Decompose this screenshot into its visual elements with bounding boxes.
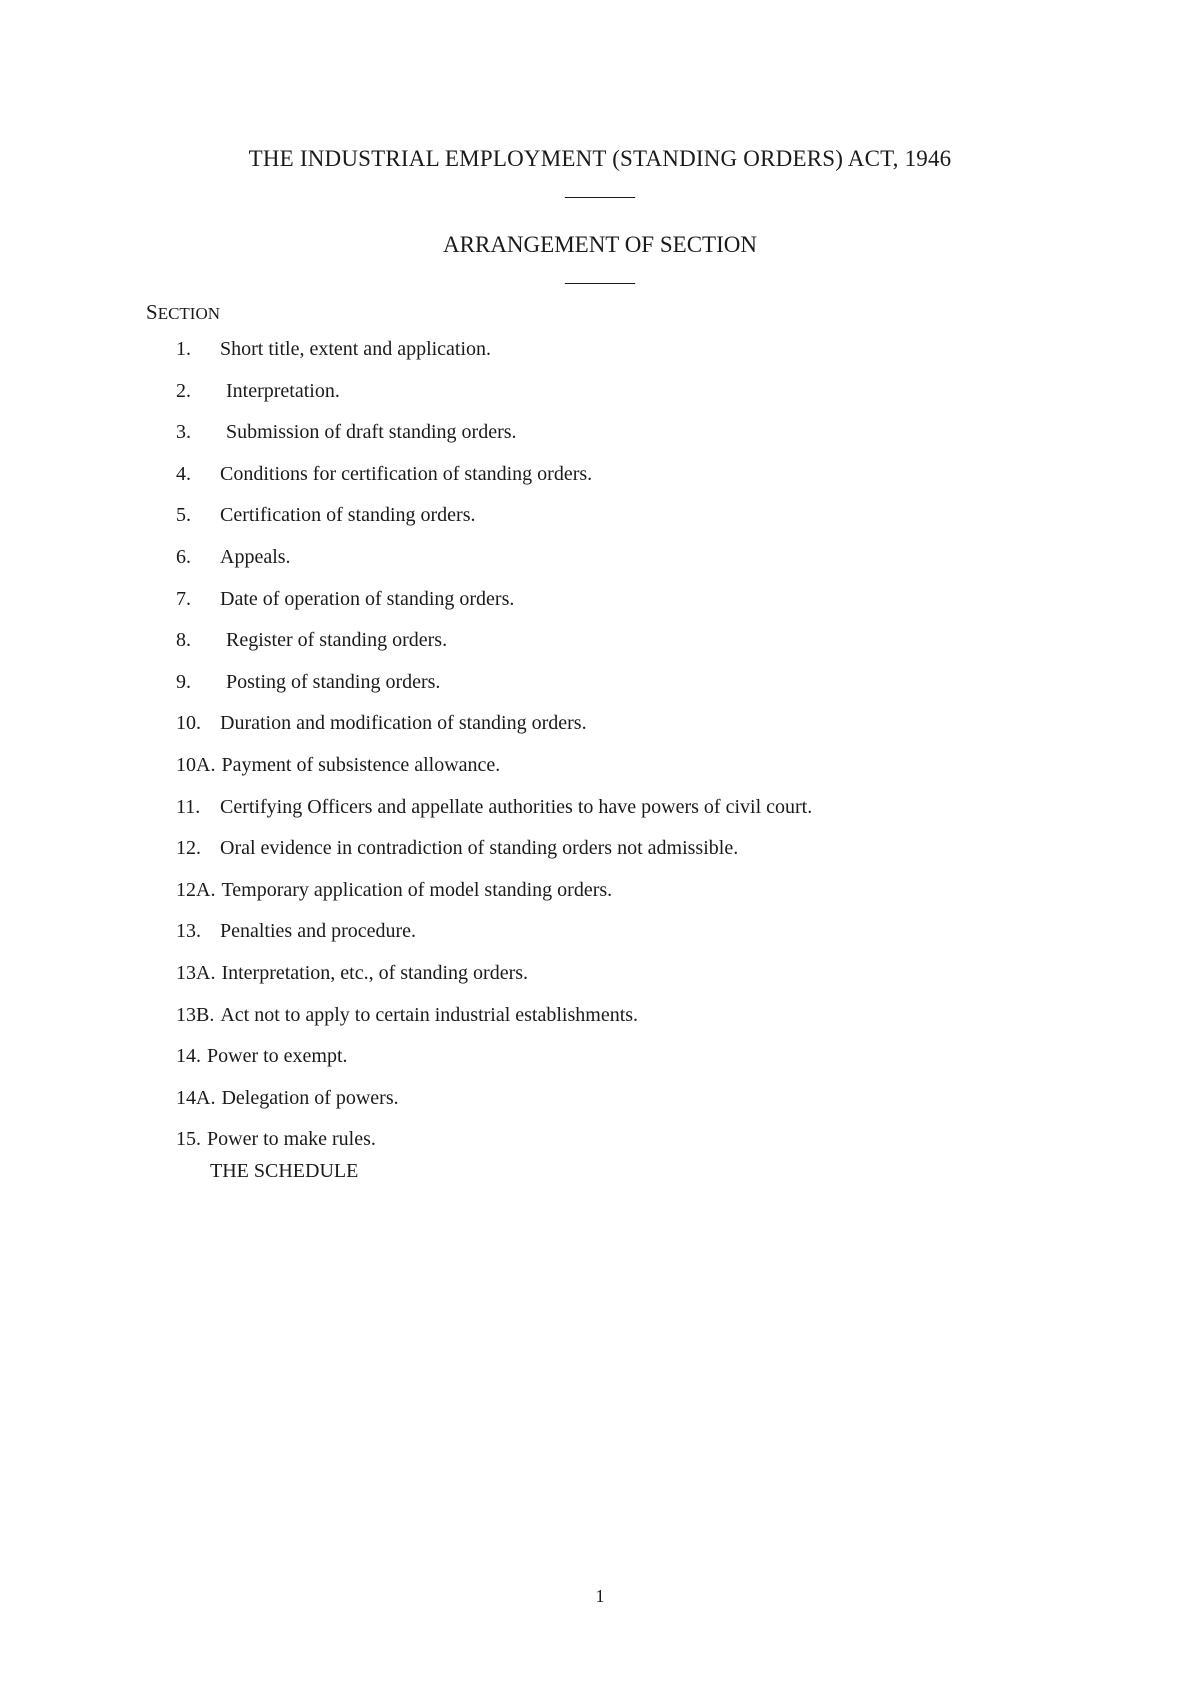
section-number: 2. (176, 379, 191, 402)
section-title: Interpretation. (226, 379, 340, 402)
section-number: 11. (176, 795, 201, 818)
section-title: Appeals. (220, 545, 291, 568)
section-number: 10. (176, 712, 201, 735)
subtitle-separator: ———– (565, 271, 635, 293)
section-item (176, 588, 1076, 630)
section-number: 1. (176, 338, 191, 360)
section-number: 8. (176, 629, 191, 652)
section-number: 15. (176, 1128, 201, 1151)
section-heading-rest: ECTION (157, 304, 221, 323)
page-number: 1 (595, 1586, 605, 1606)
section-title: Payment of subsistence allowance. (221, 753, 501, 776)
section-title: Certification of standing orders. (220, 504, 476, 527)
section-item (176, 671, 1076, 713)
section-number: 12. (176, 837, 201, 860)
section-number: 3. (176, 421, 191, 444)
section-column-heading (146, 300, 220, 325)
section-number: 6. (176, 545, 191, 568)
section-title: Interpretation, etc., of standing orders. (221, 961, 529, 984)
section-number: 7. (176, 587, 191, 610)
section-item (176, 421, 1076, 463)
section-title: Register of standing orders. (226, 629, 448, 652)
section-title: Submission of draft standing orders. (226, 421, 517, 444)
section-title: Power to exempt. (207, 1045, 348, 1068)
section-item (176, 796, 1076, 838)
section-title: Penalties and procedure. (220, 920, 417, 943)
section-item (176, 920, 1076, 962)
section-item (176, 504, 1076, 546)
section-item (176, 879, 1076, 921)
section-number: 13A. (176, 961, 216, 984)
section-number: 12A. (176, 878, 216, 901)
section-number: 13B. (176, 1003, 215, 1026)
section-title: Temporary application of model standing orders. (221, 878, 613, 901)
section-item (176, 1004, 1076, 1046)
section-number: 9. (176, 670, 191, 693)
section-item (176, 962, 1076, 1004)
section-title: Act not to apply to certain industrial establishments. (220, 1003, 639, 1026)
section-item (176, 380, 1076, 422)
section-item (176, 712, 1076, 754)
section-number: 14A. (176, 1086, 216, 1109)
section-title: Power to make rules. (207, 1128, 376, 1151)
title-separator: ———– (565, 185, 635, 207)
section-number: 14. (176, 1045, 201, 1068)
section-title: Posting of standing orders. (226, 670, 441, 693)
section-number: 13. (176, 920, 201, 943)
section-item (176, 754, 1076, 796)
section-title: Duration and modification of standing orders. (220, 712, 587, 735)
section-number: 4. (176, 462, 191, 485)
section-number: 10A. (176, 753, 216, 776)
section-title: Delegation of powers. (221, 1086, 399, 1109)
section-title: Date of operation of standing orders. (220, 587, 515, 610)
section-item (176, 837, 1076, 879)
section-title: Short title, extent and application. (220, 338, 492, 360)
section-title: Conditions for certification of standing orders. (220, 462, 593, 485)
section-title: Certifying Officers and appellate authorities to have powers of civil court. (220, 795, 813, 818)
section-list (176, 338, 1076, 1170)
section-title: Oral evidence in contradiction of standing orders not admissible. (220, 837, 739, 860)
section-heading-initial: S (146, 300, 158, 324)
arrangement-heading: ARRANGEMENT OF SECTION (443, 232, 757, 257)
section-item (176, 1087, 1076, 1129)
section-item (176, 338, 1076, 380)
section-item (176, 629, 1076, 671)
section-number: 5. (176, 504, 191, 527)
section-item (176, 1045, 1076, 1087)
schedule-heading: THE SCHEDULE (210, 1160, 359, 1182)
section-item (176, 546, 1076, 588)
act-title: THE INDUSTRIAL EMPLOYMENT (STANDING ORDERS) ACT, 1946 (248, 146, 952, 171)
section-item (176, 463, 1076, 505)
